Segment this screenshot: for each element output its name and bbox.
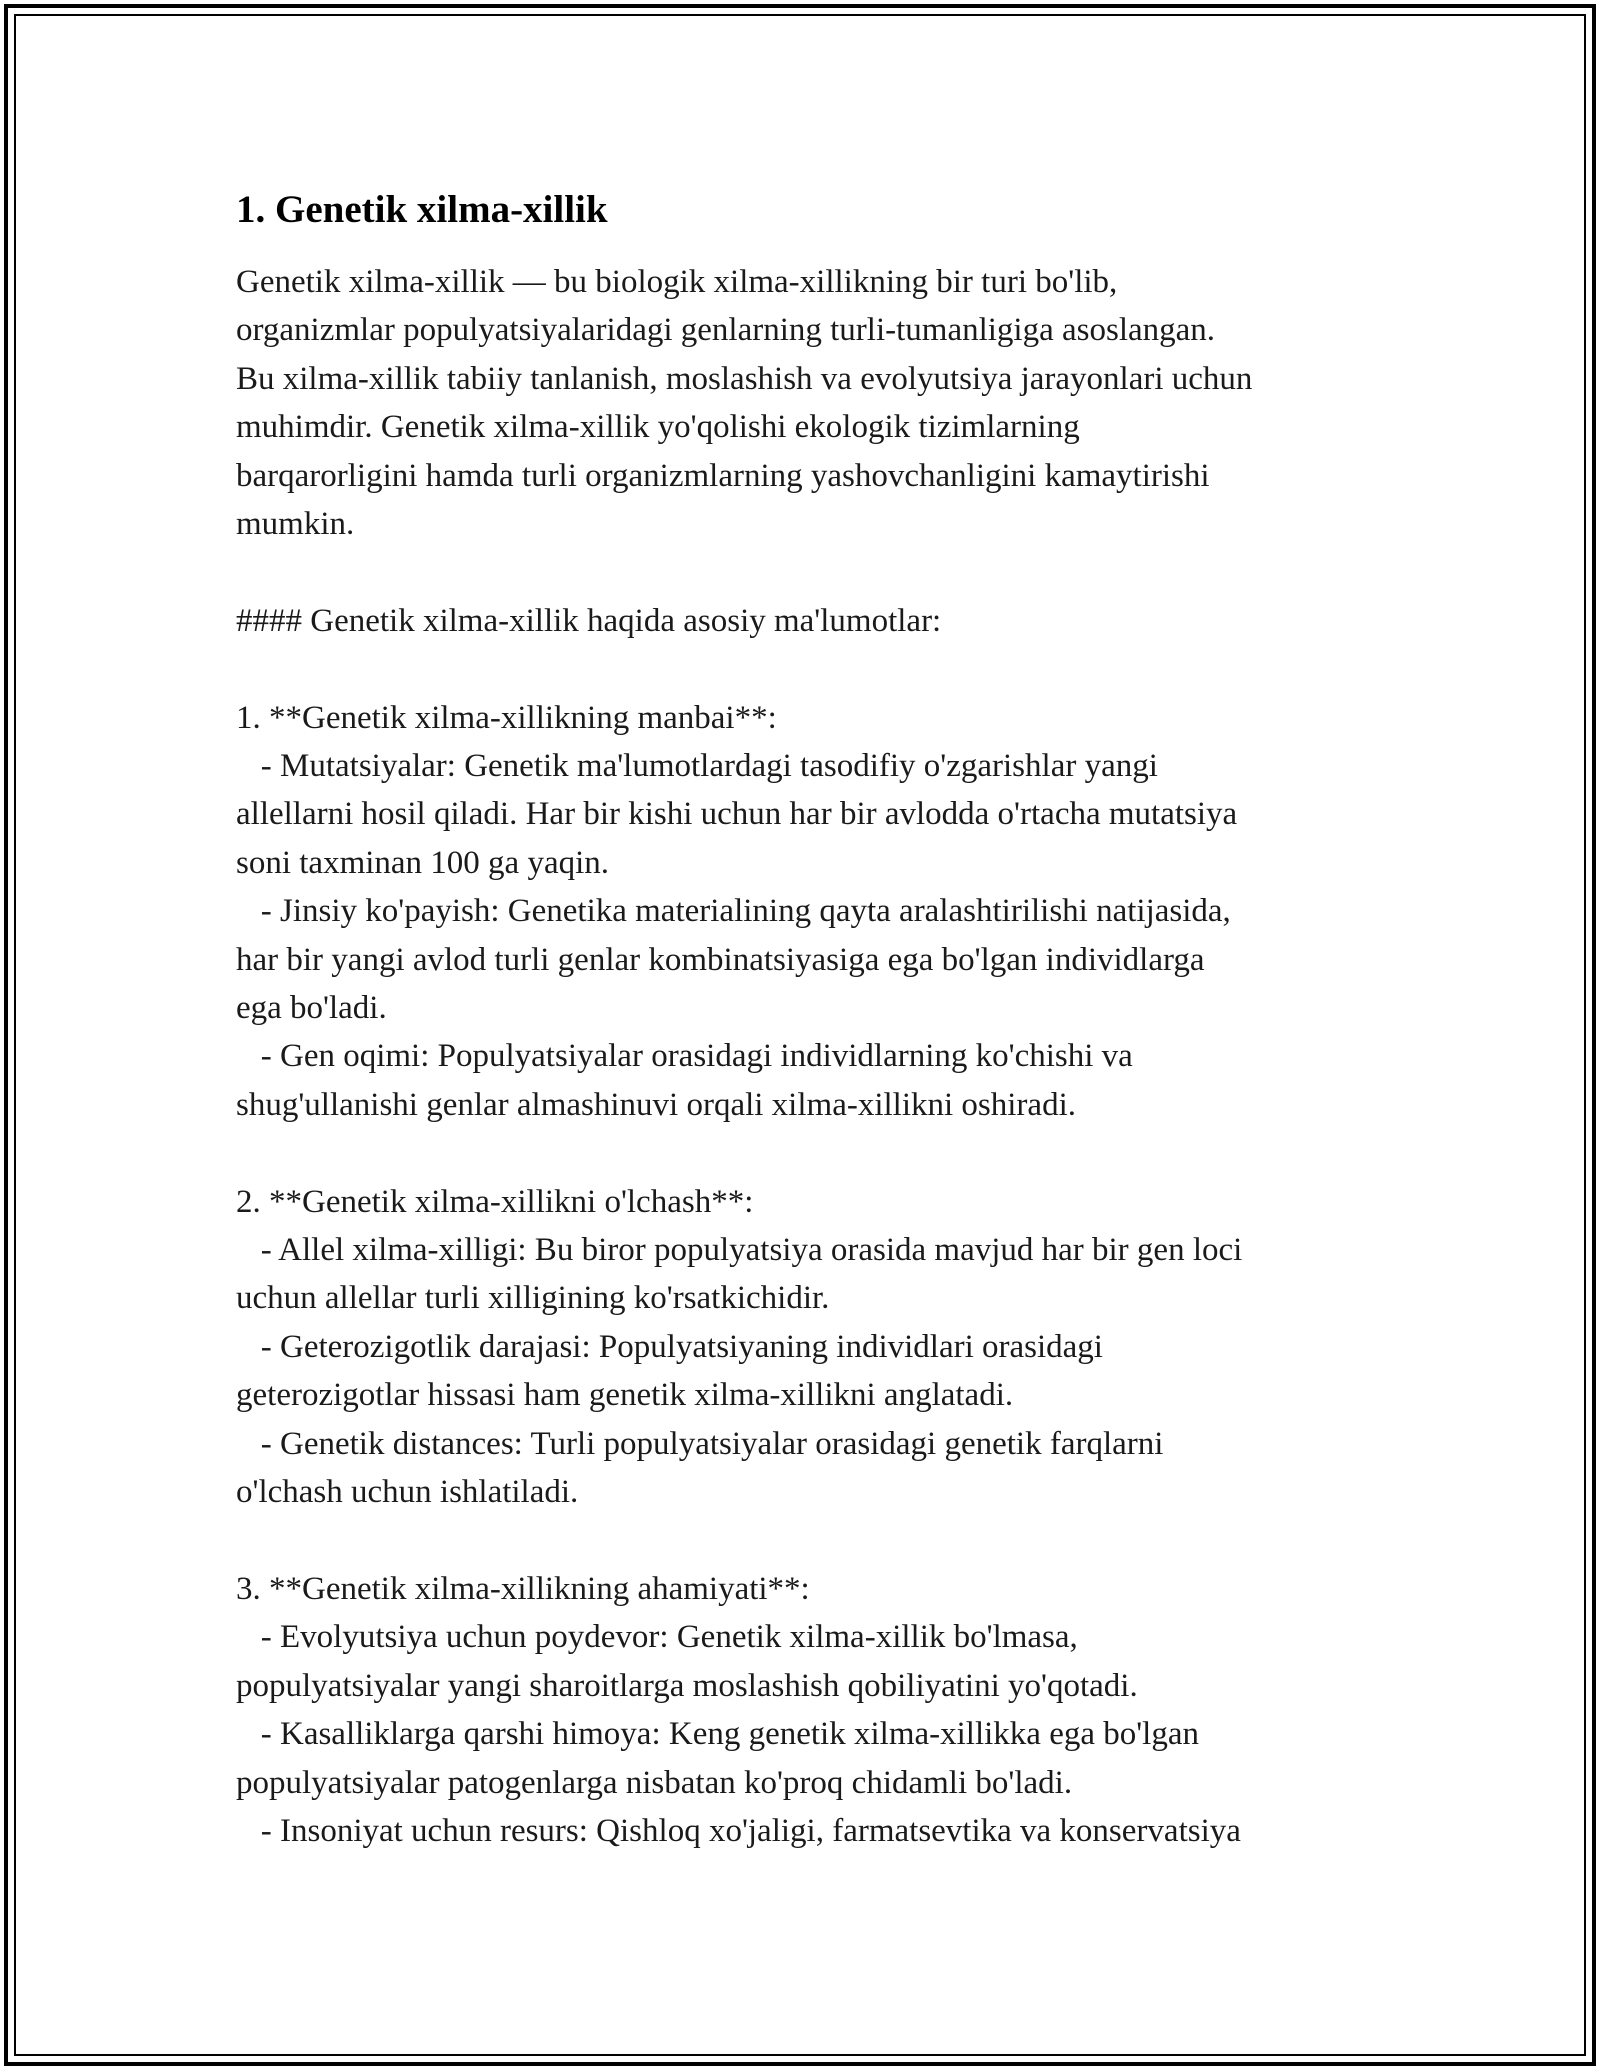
text-line: - Mutatsiyalar: Genetik ma'lumotlardagi tasodifiy o'zgarishlar yangi [236, 748, 1158, 785]
text-line: muhimdir. Genetik xilma-xillik yo'qolishi ekologik tizimlarning [236, 409, 1080, 446]
text-line: - Evolyutsiya uchun poydevor: Genetik xilma-xillik bo'lmasa, [236, 1619, 1078, 1656]
list-section-importance [236, 1565, 1396, 1855]
text-line: o'lchash uchun ishlatiladi. [236, 1474, 579, 1511]
text-line: barqarorligini hamda turli organizmlarning yashovchanligini kamaytirishi [236, 457, 1210, 494]
text-line: uchun allellar turli xilligining ko'rsatkichidir. [236, 1280, 830, 1317]
text-line: 1. **Genetik xilma-xillikning manbai**: [236, 699, 777, 736]
text-line: allellarni hosil qiladi. Har bir kishi uchun har bir avlodda o'rtacha mutatsiya [236, 796, 1238, 833]
text-line: - Geterozigotlik darajasi: Populyatsiyaning individlari orasidagi [236, 1328, 1103, 1365]
text-line: populyatsiyalar yangi sharoitlarga moslashish qobiliyatini yo'qotadi. [236, 1667, 1138, 1704]
text-line: - Genetik distances: Turli populyatsiyalar orasidagi genetik farqlarni [236, 1425, 1164, 1462]
text-line: organizmlar populyatsiyalaridagi genlarning turli-tumanligiga asoslangan. [236, 312, 1216, 349]
text-line: - Allel xilma-xilligi: Bu biror populyatsiya orasida mavjud har bir gen loci [236, 1232, 1243, 1269]
text-line: har bir yangi avlod turli genlar kombinatsiyasiga ega bo'lgan individlarga [236, 941, 1205, 978]
text-line: geterozigotlar hissasi ham genetik xilma-xillikni anglatadi. [236, 1377, 1014, 1414]
text-line: mumkin. [236, 506, 355, 543]
text-line: - Jinsiy ko'payish: Genetika materialining qayta aralashtirilishi natijasida, [236, 893, 1231, 930]
text-line: populyatsiyalar patogenlarga nisbatan ko'proq chidamli bo'ladi. [236, 1764, 1073, 1801]
subheading: #### Genetik xilma-xillik haqida asosiy ma'lumotlar: [236, 602, 942, 639]
text-line: - Insoniyat uchun resurs: Qishloq xo'jaligi, farmatsevtika va konservatsiya [236, 1812, 1241, 1849]
text-line: - Gen oqimi: Populyatsiyalar orasidagi individlarning ko'chishi va [236, 1038, 1133, 1075]
document-body [236, 186, 1396, 1855]
text-line: Genetik xilma-xillik — bu biologik xilma-xillikning bir turi bo'lib, [236, 264, 1118, 300]
intro-paragraph [236, 258, 1396, 548]
text-line: 3. **Genetik xilma-xillikning ahamiyati**: [236, 1570, 810, 1607]
text-line: 2. **Genetik xilma-xillikni o'lchash**: [236, 1183, 754, 1220]
text-line: Bu xilma-xillik tabiiy tanlanish, moslashish va evolyutsiya jarayonlari uchun [236, 360, 1253, 397]
text-line: - Kasalliklarga qarshi himoya: Keng genetik xilma-xillikka ega bo'lgan [236, 1716, 1199, 1753]
section-heading: 1. Genetik xilma-xillik [236, 188, 608, 231]
text-line: shug'ullanishi genlar almashinuvi orqali xilma-xillikni oshiradi. [236, 1086, 1076, 1123]
text-line: soni taxminan 100 ga yaqin. [236, 844, 610, 881]
text-line: ega bo'ladi. [236, 990, 387, 1027]
list-section-sources [236, 694, 1396, 1130]
list-section-measurement [236, 1178, 1396, 1517]
